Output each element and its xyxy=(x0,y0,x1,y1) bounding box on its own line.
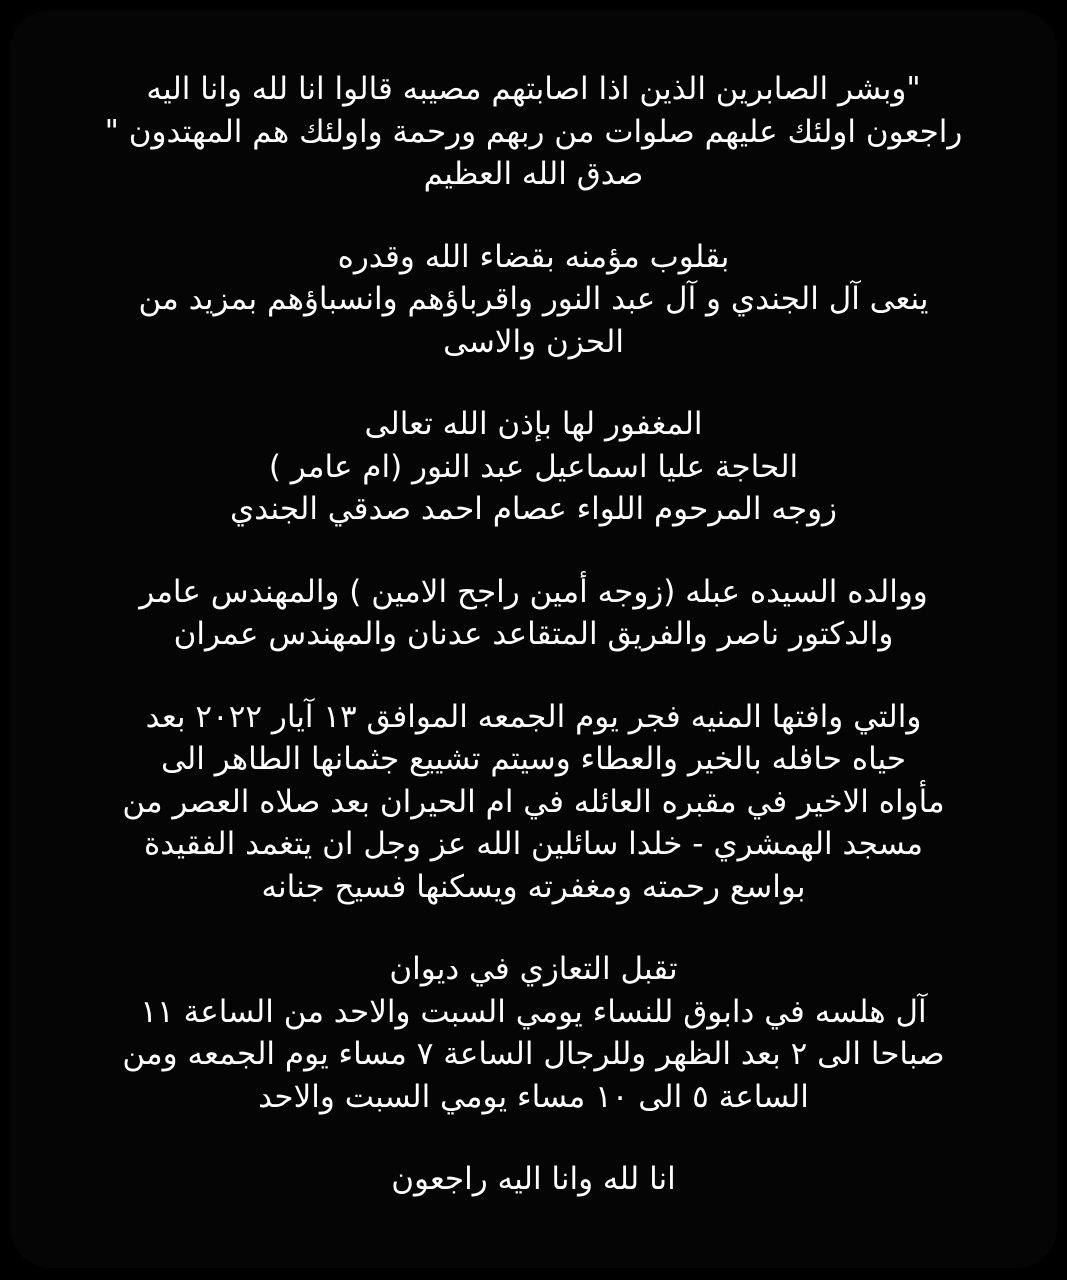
details-line: مأواه الاخير في مقبره العائله في ام الحيران بعد صلاه العصر من xyxy=(122,783,945,820)
condolences-line: آل هلسه في دابوق للنساء يومي السبت والاحد من الساعة ١١ xyxy=(140,993,927,1030)
family-line: والدكتور ناصر والفريق المتقاعد عدنان والمهندس عمران xyxy=(173,616,894,652)
announcement-block xyxy=(50,236,1017,364)
details-line: بواسع رحمته ومغفرته ويسكنها فسيح جنانه xyxy=(261,868,806,905)
deceased-line: المغفور لها بإذن الله تعالى xyxy=(364,406,703,442)
condolences-block xyxy=(50,948,1017,1118)
deceased-block xyxy=(50,403,1017,531)
verse-line: "وبشر الصابرين الذين اذا اصابتهم مصيبه قالوا انا لله وانا اليه xyxy=(146,71,921,107)
paragraph-gap xyxy=(50,531,1017,571)
paragraph-gap xyxy=(50,908,1017,948)
paragraph-gap xyxy=(50,363,1017,403)
closing-line: انا لله وانا اليه راجعون xyxy=(391,1161,676,1197)
condolences-line: صباحا الى ٢ بعد الظهر وللرجال الساعة ٧ مساء يوم الجمعه ومن xyxy=(122,1036,945,1072)
condolences-line: الساعة ٥ الى ١٠ مساء يومي السبت والاحد xyxy=(258,1078,809,1115)
verse-line: صدق الله العظيم xyxy=(423,156,644,192)
paragraph-gap xyxy=(50,196,1017,236)
details-line: حياه حافله بالخير والعطاء وسيتم تشييع جثمانها الطاهر الى xyxy=(160,741,907,777)
obituary-text xyxy=(50,68,1017,1201)
verse-line: راجعون اولئك عليهم صلوات من ربهم ورحمة واولئك هم المهتدون " xyxy=(104,113,963,150)
deceased-name: الحاجة عليا اسماعيل عبد النور (ام عامر ) xyxy=(268,448,799,485)
family-line: ووالده السيده عبله (زوجه أمين راجح الامين ) والمهندس عامر xyxy=(139,573,928,610)
deceased-line: زوجه المرحوم اللواء عصام احمد صدقي الجندي xyxy=(229,491,838,527)
announcement-line: ينعى آل الجندي و آل عبد النور واقرباؤهم وانسباؤهم بمزيد من xyxy=(138,281,929,317)
announcement-card xyxy=(10,10,1057,1268)
details-line: مسجد الهمشري - خلدا سائلين الله عز وجل ان يتغمد الفقيدة xyxy=(143,826,924,862)
paragraph-gap xyxy=(50,656,1017,696)
closing-block xyxy=(50,1158,1017,1201)
announcement-line: بقلوب مؤمنه بقضاء الله وقدره xyxy=(337,238,730,275)
announcement-line: الحزن والاسى xyxy=(443,323,624,360)
details-line: والتي وافتها المنيه فجر يوم الجمعه الموافق ١٣ آيار ٢٠٢٢ بعد xyxy=(145,698,922,735)
paragraph-gap xyxy=(50,1118,1017,1158)
family-block xyxy=(50,571,1017,656)
details-block xyxy=(50,696,1017,909)
condolences-line: تقبل التعازي في ديوان xyxy=(389,951,678,987)
verse-block xyxy=(50,68,1017,196)
